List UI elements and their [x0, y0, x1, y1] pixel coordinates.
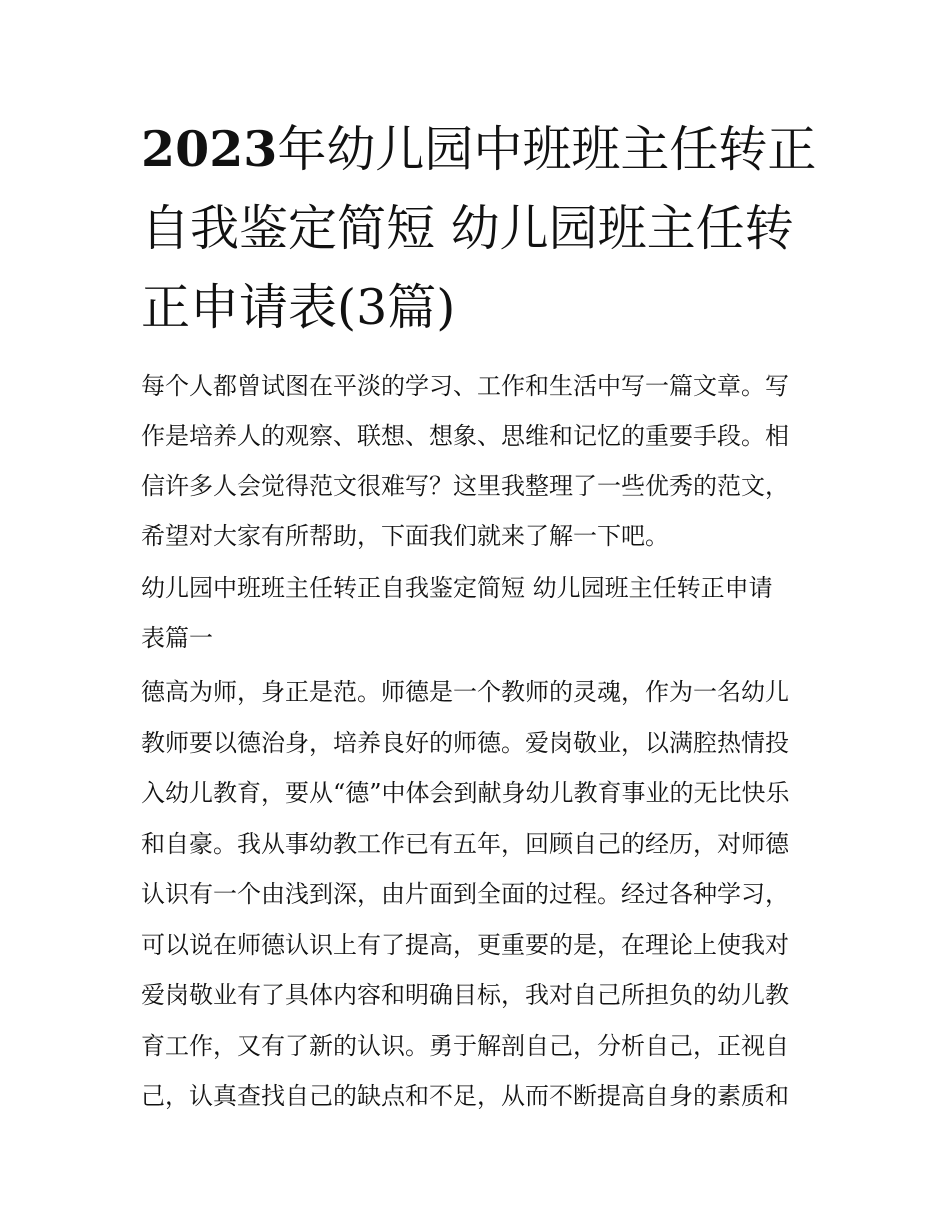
body-line: 和自豪。我从事幼教工作已有五年，回顾自己的经历，对师德 [141, 829, 789, 858]
body-line: 己，认真查找自己的缺点和不足，从而不断提高自身的素质和 [141, 1082, 789, 1110]
section-heading [141, 563, 813, 663]
section-heading-line: 幼儿园中班班主任转正自我鉴定简短 幼儿园班主任转正申请 [141, 574, 773, 602]
body-paragraph [141, 667, 813, 1122]
title-year: 2023 [141, 120, 278, 178]
intro-line: 希望对大家有所帮助，下面我们就来了解一下吧。 [141, 522, 669, 550]
intro-line: 作是培养人的观察、联想、想象、思维和记忆的重要手段。相 [141, 422, 789, 450]
document-title [141, 110, 817, 347]
title-line: 自我鉴定简短 幼儿园班主任转 [141, 200, 794, 257]
intro-line: 信许多人会觉得范文很难写？这里我整理了一些优秀的范文， [141, 472, 789, 500]
body-line: 育工作，又有了新的认识。勇于解剖自己，分析自己，正视自 [141, 1031, 789, 1060]
section-heading-line: 表篇一 [141, 624, 213, 652]
intro-line: 每个人都曾试图在平淡的学习、工作和生活中写一篇文章。写 [141, 372, 789, 400]
document-page [141, 110, 817, 1122]
body-line: 入幼儿教育，要从“德”中体会到献身幼儿教育事业的无比快乐 [141, 779, 790, 807]
title-line: 2023年幼儿园中班班主任转正 [141, 120, 817, 178]
title-line: 正申请表(3篇) [141, 279, 456, 336]
body-line: 爱岗敬业有了具体内容和明确目标，我对自己所担负的幼儿教 [141, 981, 789, 1009]
body-line: 教师要以德治身，培养良好的师德。爱岗敬业，以满腔热情投 [141, 728, 789, 757]
body-line: 德高为师，身正是范。师德是一个教师的灵魂，作为一名幼儿 [141, 678, 789, 706]
intro-paragraph [141, 361, 813, 561]
body-line: 可以说在师德认识上有了提高，更重要的是，在理论上使我对 [141, 930, 789, 959]
body-line: 认识有一个由浅到深，由片面到全面的过程。经过各种学习， [141, 880, 789, 908]
